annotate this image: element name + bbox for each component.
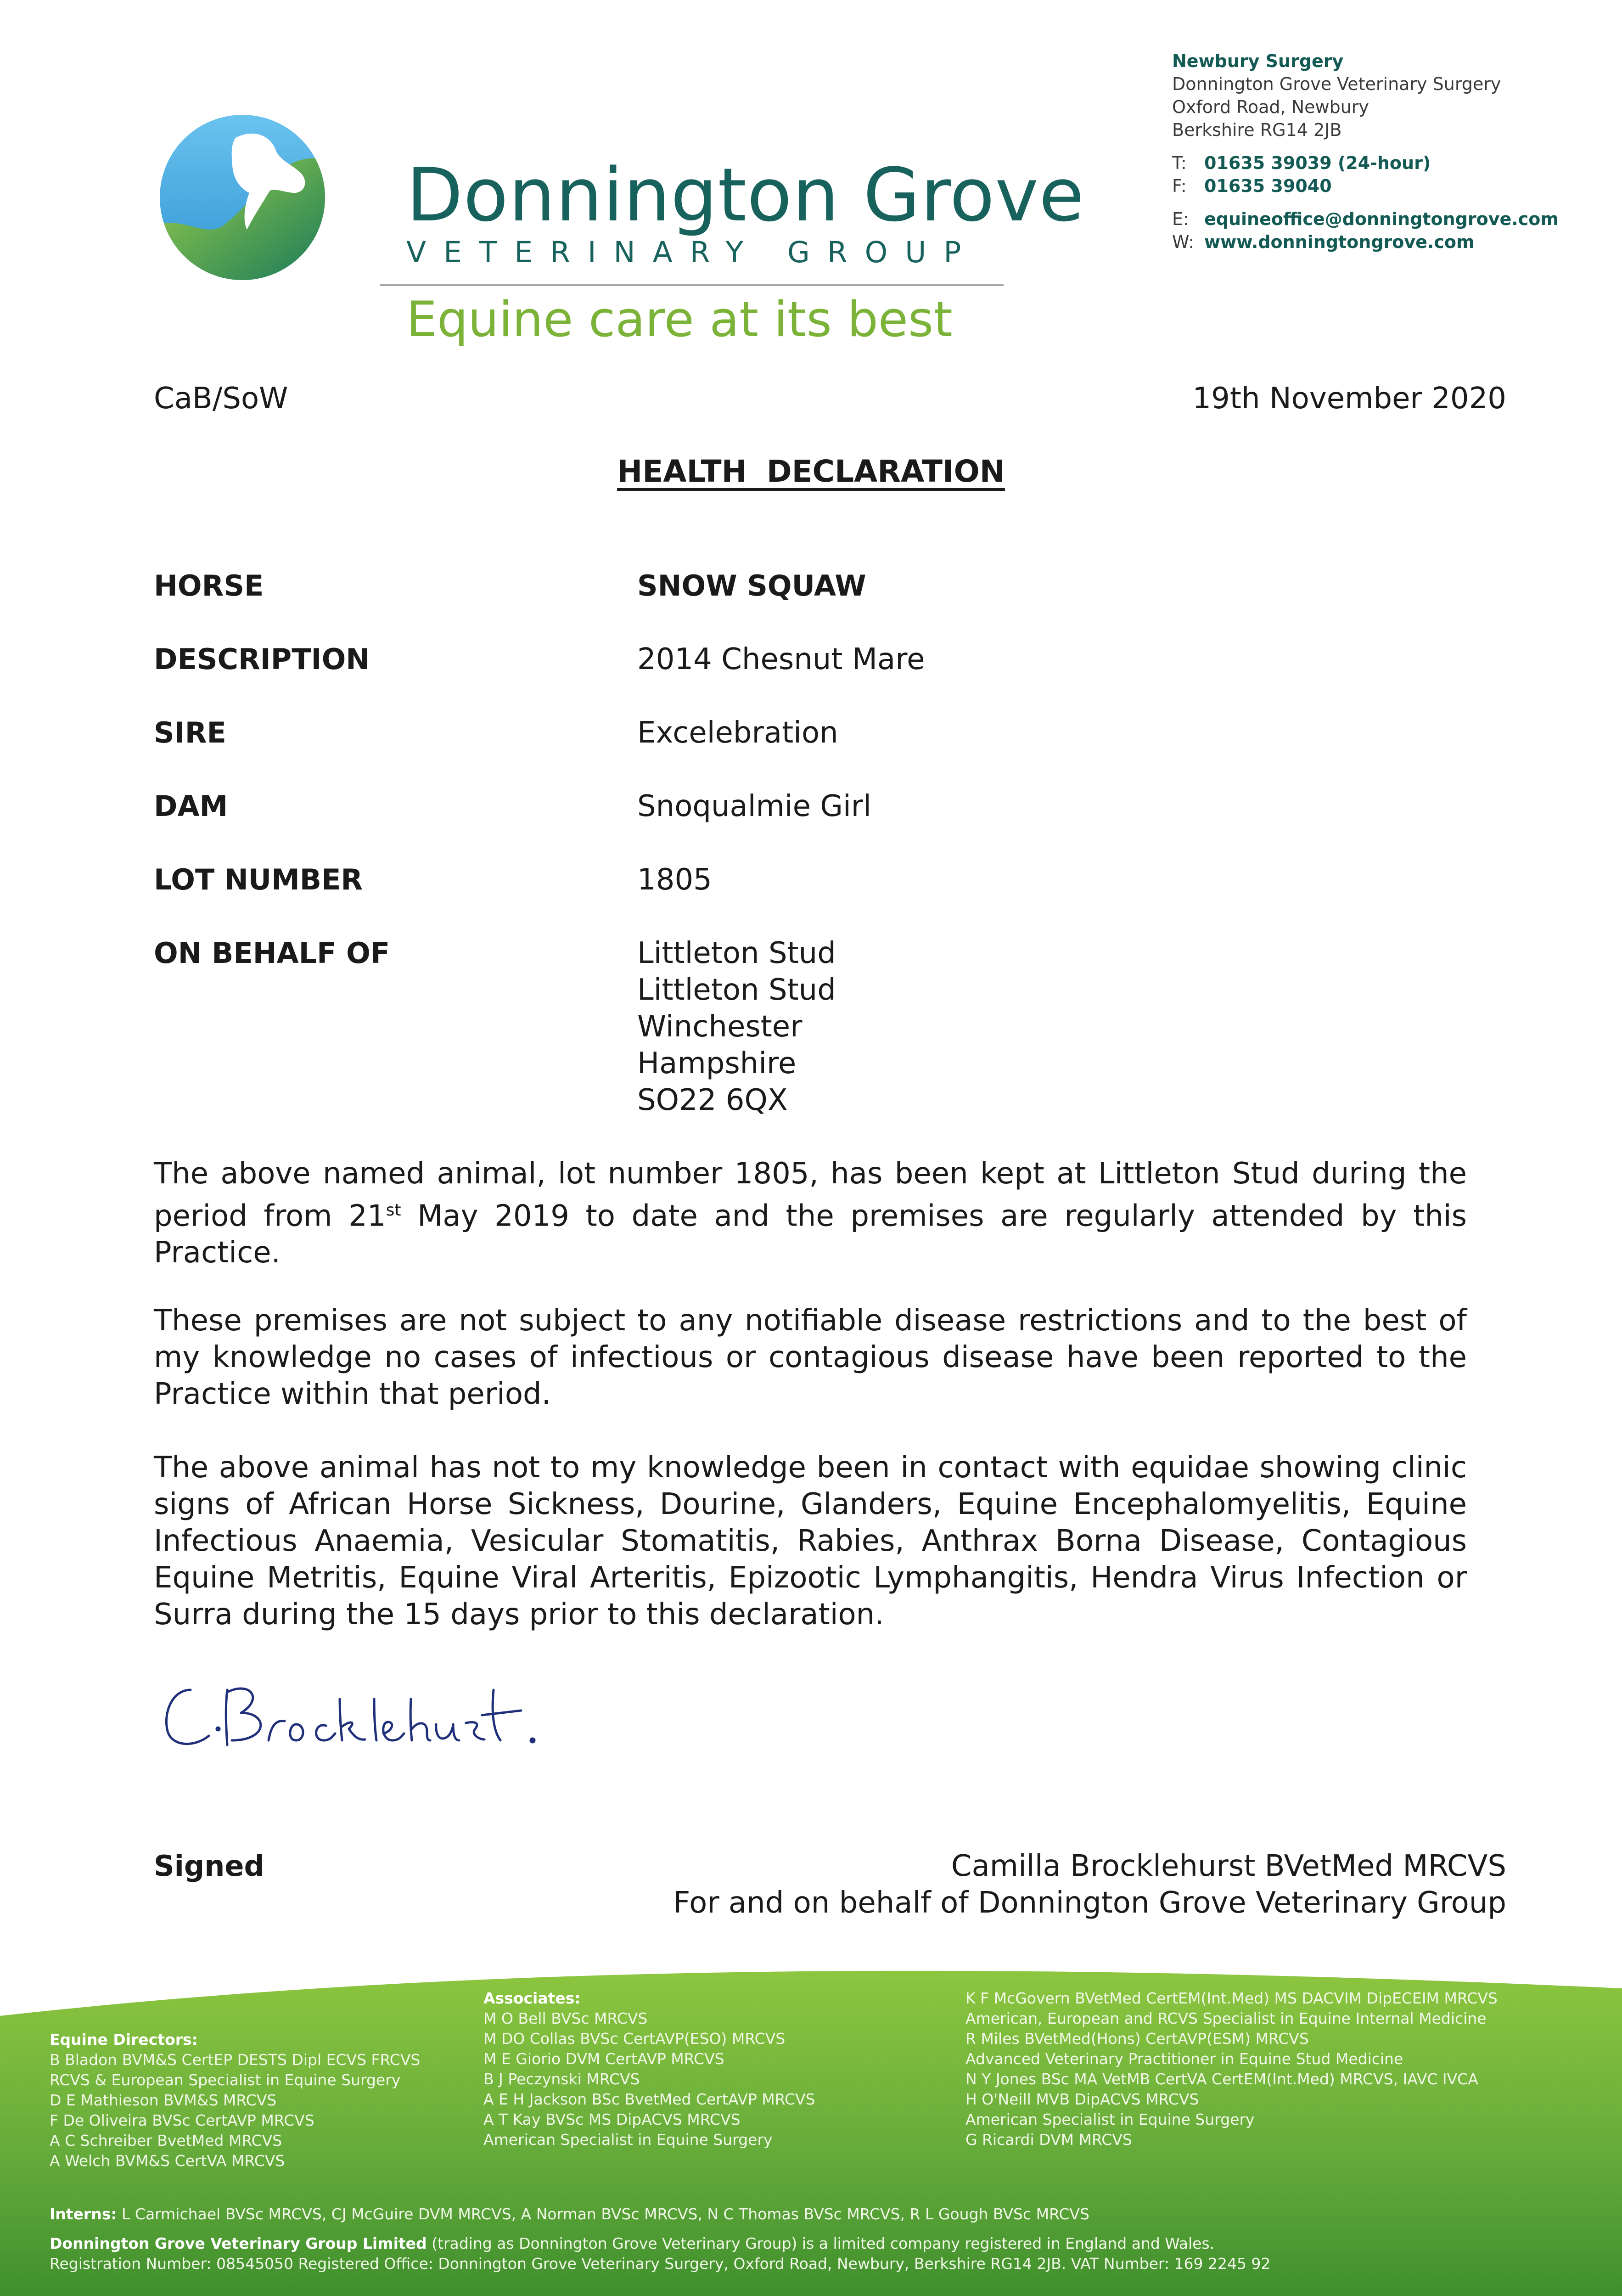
footer-interns: Interns: L Carmichael BVSc MRCVS, CJ McGuire DVM MRCVS, A Norman BVSc MRCVS, N C Thomas BVSc MRCVS, R L Gough BVSc MRCVS xyxy=(50,2205,1089,2223)
document-heading: HEALTH DECLARATION xyxy=(617,454,1005,489)
handwritten-signature xyxy=(158,1671,562,1763)
email-link[interactable]: equineoffice@donningtongrove.com xyxy=(1204,209,1559,229)
field-label-horse: HORSE xyxy=(154,569,264,602)
field-label-sire: SIRE xyxy=(154,716,226,749)
associate-entry: Advanced Veterinary Practitioner in Equine Stud Medicine xyxy=(965,2050,1403,2068)
field-value-dam: Snoqualmie Girl xyxy=(637,789,871,823)
footer-directors: Equine Directors: B Bladon BVM&S CertEP DESTS Dipl ECVS FRCVS RCVS & European Specialist in Equine Surgery D E Mathieson BVM&S MRCVS F De Oliveira BVSc CertAVP MRCVS A C Schreiber BvetMed MRCVS A Welch BVM&S CertVA MRCVS xyxy=(50,2030,420,2171)
signer-block xyxy=(673,1848,1506,1921)
field-label-on-behalf-of: ON BEHALF OF xyxy=(154,936,390,970)
footer-associates-column-2 xyxy=(965,1988,1498,2150)
website-link[interactable]: www.donningtongrove.com xyxy=(1204,232,1475,252)
brand-name: Donnington Grove xyxy=(406,152,1085,238)
field-value-horse: SNOW SQUAW xyxy=(637,569,866,602)
horse-head-logo xyxy=(155,110,330,285)
associate-entry: M O Bell BVSc MRCVS xyxy=(483,2009,648,2027)
signed-label: Signed xyxy=(154,1849,264,1883)
email-row xyxy=(1172,208,1585,231)
address-line-1: Donnington Grove Veterinary Surgery xyxy=(1172,74,1501,94)
director-entry: F De Oliveira BVSc CertAVP MRCVS xyxy=(50,2111,314,2129)
associate-entry: M DO Collas BVSc CertAVP(ESO) MRCVS xyxy=(483,2030,786,2048)
email-label: E: xyxy=(1172,209,1189,229)
declaration-paragraph-2: These premises are not subject to any notifiable disease restrictions and to the best of my knowledge no cases of infectious or contagious disease have been reported to the Practice within that period. xyxy=(154,1304,1467,1411)
associate-entry: N Y Jones BSc MA VetMB CertVA CertEM(Int.Med) MRCVS, IAVC IVCA xyxy=(965,2070,1478,2088)
fax-label: F: xyxy=(1172,176,1187,196)
brand-subtitle: VETERINARY GROUP xyxy=(406,236,979,269)
director-entry: A C Schreiber BvetMed MRCVS xyxy=(50,2132,282,2150)
brand-tagline: Equine care at its best xyxy=(406,291,953,348)
telephone-label: T: xyxy=(1172,153,1187,173)
director-entry: A Welch BVM&S CertVA MRCVS xyxy=(50,2152,285,2170)
associate-entry: B J Peczynski MRCVS xyxy=(483,2070,640,2088)
associate-entry: A T Kay BVSc MS DipACVS MRCVS xyxy=(483,2110,741,2128)
web-label: W: xyxy=(1172,232,1195,252)
director-entry: RCVS & European Specialist in Equine Surgery xyxy=(50,2071,401,2089)
associate-entry: American Specialist in Equine Surgery xyxy=(483,2131,773,2149)
signer-name: Camilla Brocklehurst BVetMed MRCVS xyxy=(951,1849,1506,1883)
associate-entry: American, European and RCVS Specialist in Equine Internal Medicine xyxy=(965,2009,1487,2027)
surgery-name: Newbury Surgery xyxy=(1172,51,1344,71)
telephone-row xyxy=(1172,152,1585,174)
field-value-description: 2014 Chesnut Mare xyxy=(637,642,925,676)
associate-entry: K F McGovern BVetMed CertEM(Int.Med) MS DACVIM DipECEIM MRCVS xyxy=(965,1989,1498,2007)
address-line: Winchester xyxy=(637,1010,803,1044)
associate-entry: American Specialist in Equine Surgery xyxy=(965,2110,1255,2128)
web-row xyxy=(1172,231,1585,253)
declaration-paragraph-3: The above animal has not to my knowledge been in contact with equidae showing clinic signs of African Horse Sickness, Dourine, Glanders, Equine Encephalomyelitis, Equine Infectious Anaemia, Vesicular Stomatitis, Rabies, Anthrax Borna Disease, Contagious Equine Metritis, Equine Viral Arteritis, Epizootic Lymphangitis, Hendra Virus Infection or Surra during the 15 days prior to this declaration. xyxy=(154,1451,1467,1632)
associate-entry: H O'Neill MVB DipACVS MRCVS xyxy=(965,2090,1199,2108)
director-entry: B Bladon BVM&S CertEP DESTS Dipl ECVS FRCVS xyxy=(50,2051,421,2069)
telephone-number[interactable]: 01635 39039 (24-hour) xyxy=(1204,153,1431,173)
address-line: Hampshire xyxy=(637,1047,797,1080)
field-value-on-behalf-of xyxy=(637,935,836,1119)
fax-row xyxy=(1172,174,1585,197)
associate-entry: G Ricardi DVM MRCVS xyxy=(965,2131,1132,2149)
field-label-dam: DAM xyxy=(154,789,228,823)
field-label-description: DESCRIPTION xyxy=(154,642,370,676)
brand-divider xyxy=(380,284,1004,286)
contact-block xyxy=(1172,50,1585,253)
director-entry: D E Mathieson BVM&S MRCVS xyxy=(50,2091,277,2109)
letter-reference: CaB/SoW xyxy=(154,382,288,416)
field-value-lot-number: 1805 xyxy=(637,863,712,897)
associate-entry: A E H Jackson BSc BvetMed CertAVP MRCVS xyxy=(483,2090,815,2108)
company-registration: Registration Number: 08545050 Registered Office: Donnington Grove Veterinary Surgery, Oxford Road, Newbury, Berkshire RG14 2JB. VAT Number: 169 2245 92 xyxy=(50,2255,1271,2273)
associate-entry: R Miles BVetMed(Hons) CertAVP(ESM) MRCVS xyxy=(965,2030,1309,2048)
address-line: SO22 6QX xyxy=(637,1083,788,1117)
fax-number: 01635 39040 xyxy=(1204,176,1332,196)
declaration-paragraph-1: The above named animal, lot number 1805, has been kept at Littleton Stud during the period from 21st May 2019 to date and the premises are regularly attended by this Practice. xyxy=(154,1157,1467,1270)
field-value-sire: Excelebration xyxy=(637,716,838,750)
address-line-3: Berkshire RG14 2JB xyxy=(1172,120,1342,140)
signer-role: For and on behalf of Donnington Grove Veterinary Group xyxy=(673,1886,1506,1920)
address-line-2: Oxford Road, Newbury xyxy=(1172,97,1369,117)
footer-associates: Associates: M O Bell BVSc MRCVS M DO Collas BVSc CertAVP(ESO) MRCVS M E Giorio DVM CertAVP MRCVS B J Peczynski MRCVS A E H Jackson BSc BvetMed CertAVP MRCVS A T Kay BVSc MS DipACVS MRCVS American Specialist in Equine Surgery xyxy=(483,1988,815,2150)
letter-date: 19th November 2020 xyxy=(1192,382,1506,416)
company-name: Donnington Grove Veterinary Group Limited xyxy=(50,2234,427,2252)
associate-entry: M E Giorio DVM CertAVP MRCVS xyxy=(483,2050,724,2068)
address-line: Littleton Stud xyxy=(637,973,836,1007)
field-label-lot-number: LOT NUMBER xyxy=(154,863,363,896)
footer-company-info: Donnington Grove Veterinary Group Limited (trading as Donnington Grove Veterinary Group) is a limited company registered in England and Wales. Registration Number: 08545050 Registered Office: Donnington Grove Veterinary Surgery, Oxford Road, Newbury, Berkshire RG14 2JB. VAT Number: 169 2245 92 xyxy=(50,2234,1270,2274)
address-line: Littleton Stud xyxy=(637,936,836,970)
